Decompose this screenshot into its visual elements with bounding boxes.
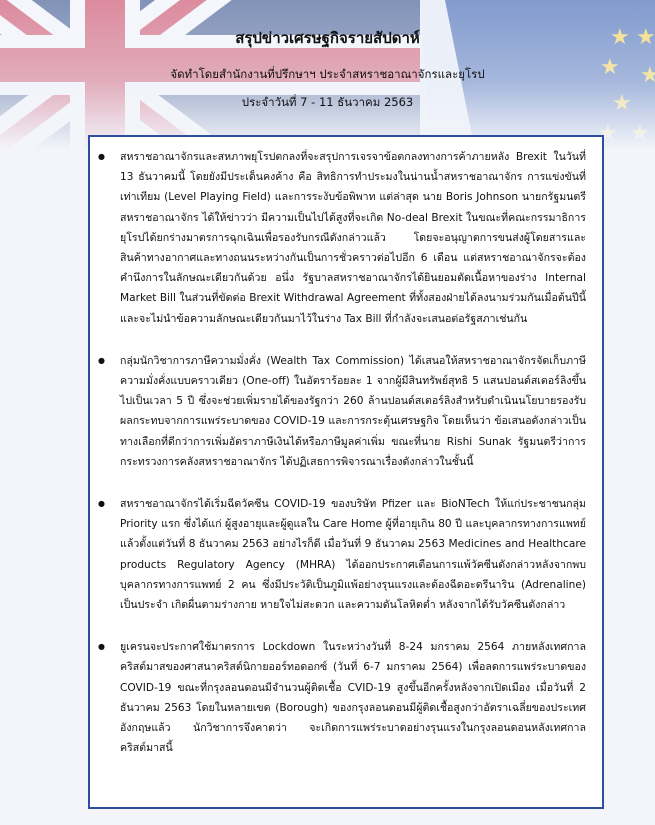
news-item-wealth-tax: ● กลุ่มนักวิชาการภาษีความมั่งคั่ง (Wealth Tax Commission) ได้เสนอให้สหราชอาณาจักรจัดเก็บภาษีความมั่งคั่งแบบคราวเดียว (One-off) ในอัตราร้อยละ 1 จากผู้มีสินทรัพย์สุทธิ 5 แสนปอนด์สเตอร์ลิงขึ้นไปเป็นเวลา 5 ปี ซึ่งจะช่วยเพิ่มรายได้ของรัฐกว่า 260 ล้านปอนด์สเตอร์ลิงสำหรับดำเนินนโยบายรองรับผลกระทบจากการแพร่ระบาดของ COVID-19 และการกระตุ้นเศรษฐกิจ โดยเห็นว่า ข้อเสนอดังกล่าวเป็นทางเลือกที่ดีกว่าการเพิ่มอัตราภาษีเงินได้หรือภาษีมูลค่าเพิ่ม ขณะที่นาย Rishi Sunak รัฐมนตรีว่าการกระทรวงการคลังสหราชอาณาจักร ได้ปฏิเสธการพิจารณาเรื่องดังกล่าวในชั้นนี้: [120, 351, 586, 472]
news-panel: [88, 135, 604, 809]
page-title: สรุปข่าวเศรษฐกิจรายสัปดาห์: [235, 29, 420, 47]
news-item-brexit: ● สหราชอาณาจักรและสหภาพยุโรปตกลงที่จะสรุปการเจรจาข้อตกลงทางการค้าภายหลัง Brexit ในวันที่ 13 ธันวาคมนี้ โดยยังมีประเด็นคงค้าง คือ สิทธิการทำประมงในน่านน้ำสหราชอาณาจักร การแข่งขันที่เท่าเทียม (Level Playing Field) และการระงับข้อพิพาท แต่ล่าสุด นาย Boris Johnson นายกรัฐมนตรีสหราชอาณาจักร ได้ให้ข่าวว่า มีความเป็นไปได้สูงที่จะเกิด No-deal Brexit ในขณะที่คณะกรรมาธิการยุโรปได้ยกร่างมาตรการฉุกเฉินเพื่อรองรับกรณีดังกล่าวแล้ว โดยจะอนุญาตการขนส่งผู้โดยสารและสินค้าทางอากาศและทางถนนระหว่างกันเป็นการชั่วคราวต่อไปอีก 6 เดือน แต่สหราชอาณาจักรจะต้องคำนึงการในลักษณะเดียวกันด้วย อนึ่ง รัฐบาลสหราชอาณาจักรได้ยินยอมตัดเนื้อหาของร่าง Internal Market Bill ในส่วนที่ขัดต่อ Brexit Withdrawal Agreement ที่ทั้งสองฝ่ายได้ลงนามร่วมกันเมื่อต้นปีนี้ และจะไม่นำข้อความลักษณะเดียวกันมาไว้ในร่าง Tax Bill ที่กำลังจะเสนอต่อรัฐสภาเช่นกัน: [120, 147, 586, 329]
news-item-lockdown: ● ยูเครนจะประกาศใช้มาตรการ Lockdown ในระหว่างวันที่ 8-24 มกราคม 2564 ภายหลังเทศกาลคริสต์มาสของศาสนาคริสต์นิกายออร์ทอดอกซ์ (วันที่ 6-7 มกราคม 2564) เพื่อลดการแพร่ระบาดของ COVID-19 ขณะที่กรุงลอนดอนมีจำนวนผู้ติดเชื้อ CVID-19 สูงขึ้นอีกครั้งหลังจากเปิดเมือง เมื่อวันที่ 2 ธันวาคม 2563 โดยในหลายเขต (Borough) ของกรุงลอนดอนมีผู้ติดเชื้อสูงกว่าอัตราเฉลี่ยของประเทศอังกฤษแล้ว นักวิชาการจึงคาดว่า จะเกิดการแพร่ระบาดอย่างรุนแรงในกรุงลอนดอนหลังเทศกาลคริสต์มาสนี้: [120, 637, 586, 758]
page-subtitle: จัดทำโดยสำนักงานที่ปรึกษาฯ ประจำสหราชอาณาจักรและยุโรป: [170, 67, 485, 81]
news-list: [90, 137, 602, 758]
page-header: [0, 22, 655, 112]
report-date: ประจำวันที่ 7 - 11 ธันวาคม 2563: [241, 95, 414, 109]
news-item-vaccine: ● สหราชอาณาจักรได้เริ่มฉีดวัคซีน COVID-19 ของบริษัท Pfizer และ BioNTech ให้แก่ประชาชนกลุ่ม Priority แรก ซึ่งได้แก่ ผู้สูงอายุและผู้ดูแลใน Care Home ผู้ที่อายุเกิน 80 ปี และบุคลากรทางการแพทย์ แล้วตั้งแต่วันที่ 8 ธันวาคม 2563 อย่างไรก็ดี เมื่อวันที่ 9 ธันวาคม 2563 Medicines and Healthcare products Regulatory Agency (MHRA) ได้ออกประกาศเตือนการแพ้วัคซีนดังกล่าวหลังจากพบบุคลากรทางการแพทย์ 2 คน ซึ่งมีประวัติเป็นภูมิแพ้อย่างรุนแรงและต้องฉีดอะดรีนาริน (Adrenaline) เป็นประจำ เกิดผื่นตามร่างกาย หายใจไม่สะดวก และความดันโลหิตต่ำ หลังจากได้รับวัคซีนดังกล่าว: [120, 494, 586, 615]
